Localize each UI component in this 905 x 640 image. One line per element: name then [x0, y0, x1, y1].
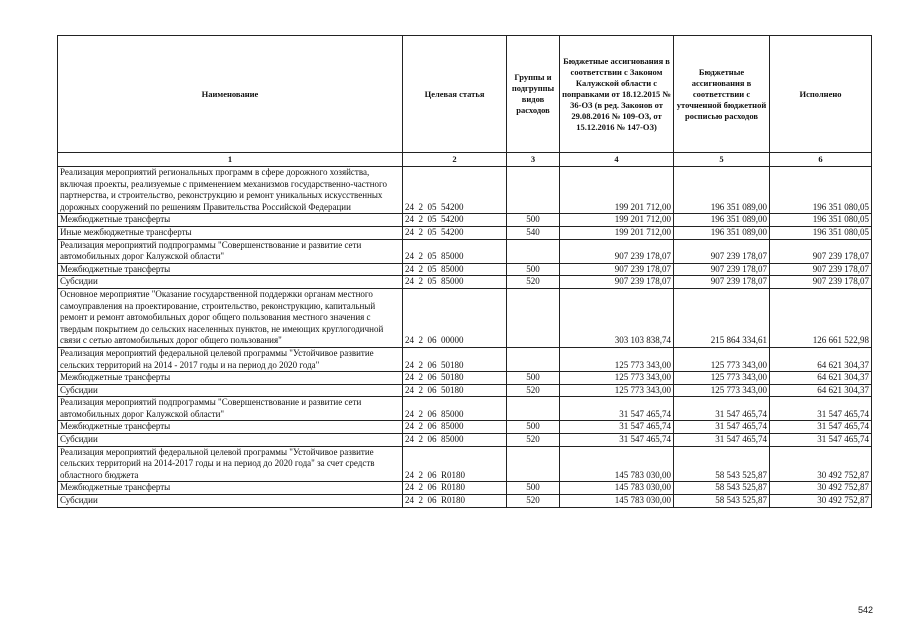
- row-name: Иные межбюджетные трансферты: [58, 226, 403, 239]
- row-name: Субсидии: [58, 495, 403, 508]
- row-refined-amount: 125 773 343,00: [674, 384, 770, 397]
- header-target: Целевая статья: [403, 36, 507, 153]
- header-row: [58, 36, 872, 153]
- row-name: Субсидии: [58, 276, 403, 289]
- table-row: [58, 495, 872, 508]
- row-law-amount: 303 103 838,74: [560, 288, 674, 347]
- row-executed-amount: 64 621 304,37: [770, 384, 872, 397]
- row-group-code: 500: [507, 372, 560, 385]
- header-name: Наименование: [58, 36, 403, 153]
- header-executed: Исполнено: [770, 36, 872, 153]
- row-refined-amount: 125 773 343,00: [674, 347, 770, 371]
- row-name: Субсидии: [58, 384, 403, 397]
- row-law-amount: 199 201 712,00: [560, 214, 674, 227]
- row-name: Межбюджетные трансферты: [58, 214, 403, 227]
- header-groups: Группы и подгруппы видов расходов: [507, 36, 560, 153]
- row-group-code: 520: [507, 384, 560, 397]
- row-name: Реализация мероприятий региональных программ в сфере дорожного хозяйства, включая проекты, реализуемые с применением механизмов государственно-частного партнерства, и строительство, реконструкцию и ремонт уникальных искусственных дорожных сооружений по решениям Правительства Российской Федерации: [58, 167, 403, 214]
- row-name: Основное мероприятие "Оказание государственной поддержки органам местного самоуправления на проектирование, строительство, реконструкцию, капитальный ремонт и ремонт автомобильных дорог общего пользования местного значения с твердым покрытием до сельских населенных пунктов, не имеющих круглогодичной связи с сетью автомобильных дорог общего пользования": [58, 288, 403, 347]
- row-law-amount: 125 773 343,00: [560, 384, 674, 397]
- row-target-code: 24 2 06 85000: [403, 434, 507, 447]
- row-target-code: 24 2 06 R0180: [403, 446, 507, 482]
- table-row: [58, 446, 872, 482]
- row-target-code: 24 2 05 85000: [403, 263, 507, 276]
- table-row: [58, 214, 872, 227]
- table-row: [58, 372, 872, 385]
- row-refined-amount: 31 547 465,74: [674, 421, 770, 434]
- row-refined-amount: 31 547 465,74: [674, 434, 770, 447]
- row-law-amount: 31 547 465,74: [560, 421, 674, 434]
- table-row: [58, 226, 872, 239]
- table-row: [58, 397, 872, 421]
- row-group-code: [507, 397, 560, 421]
- row-law-amount: 145 783 030,00: [560, 482, 674, 495]
- row-name: Реализация мероприятий федеральной целевой программы "Устойчивое развитие сельских территорий на 2014 - 2017 годы и на период до 2020 года": [58, 347, 403, 371]
- table-row: [58, 347, 872, 371]
- column-number: 3: [507, 153, 560, 167]
- row-group-code: 500: [507, 482, 560, 495]
- row-refined-amount: 907 239 178,07: [674, 239, 770, 263]
- row-target-code: 24 2 05 85000: [403, 239, 507, 263]
- row-executed-amount: 126 661 522,98: [770, 288, 872, 347]
- column-number: 4: [560, 153, 674, 167]
- row-name: Реализация мероприятий подпрограммы "Совершенствование и развитие сети автомобильных дорог Калужской области": [58, 397, 403, 421]
- row-name: Межбюджетные трансферты: [58, 482, 403, 495]
- row-refined-amount: 907 239 178,07: [674, 276, 770, 289]
- row-executed-amount: 30 492 752,87: [770, 495, 872, 508]
- row-target-code: 24 2 06 R0180: [403, 495, 507, 508]
- table-row: [58, 434, 872, 447]
- column-number: 1: [58, 153, 403, 167]
- row-law-amount: 907 239 178,07: [560, 276, 674, 289]
- header-refined: Бюджетные ассигнования в соответствии с уточненной бюджетной росписью расходов: [674, 36, 770, 153]
- row-refined-amount: 125 773 343,00: [674, 372, 770, 385]
- row-refined-amount: 31 547 465,74: [674, 397, 770, 421]
- table-row: [58, 167, 872, 214]
- row-group-code: [507, 347, 560, 371]
- row-group-code: [507, 239, 560, 263]
- row-refined-amount: 58 543 525,87: [674, 495, 770, 508]
- row-group-code: 520: [507, 434, 560, 447]
- row-law-amount: 31 547 465,74: [560, 397, 674, 421]
- row-law-amount: 125 773 343,00: [560, 347, 674, 371]
- row-executed-amount: 31 547 465,74: [770, 434, 872, 447]
- row-executed-amount: 907 239 178,07: [770, 263, 872, 276]
- row-refined-amount: 907 239 178,07: [674, 263, 770, 276]
- row-refined-amount: 58 543 525,87: [674, 446, 770, 482]
- row-executed-amount: 907 239 178,07: [770, 239, 872, 263]
- row-refined-amount: 196 351 089,00: [674, 167, 770, 214]
- row-law-amount: 145 783 030,00: [560, 495, 674, 508]
- row-refined-amount: 215 864 334,61: [674, 288, 770, 347]
- row-executed-amount: 64 621 304,37: [770, 347, 872, 371]
- row-group-code: [507, 288, 560, 347]
- table-row: [58, 482, 872, 495]
- column-number: 2: [403, 153, 507, 167]
- table-row: [58, 288, 872, 347]
- row-group-code: [507, 167, 560, 214]
- row-refined-amount: 58 543 525,87: [674, 482, 770, 495]
- row-name: Межбюджетные трансферты: [58, 421, 403, 434]
- row-group-code: [507, 446, 560, 482]
- row-executed-amount: 30 492 752,87: [770, 446, 872, 482]
- row-name: Реализация мероприятий федеральной целевой программы "Устойчивое развитие сельских территорий на 2014-2017 годы и на период до 2020 года" за счет средств областного бюджета: [58, 446, 403, 482]
- row-refined-amount: 196 351 089,00: [674, 214, 770, 227]
- row-target-code: 24 2 05 54200: [403, 226, 507, 239]
- row-law-amount: 31 547 465,74: [560, 434, 674, 447]
- row-target-code: 24 2 05 85000: [403, 276, 507, 289]
- row-target-code: 24 2 06 R0180: [403, 482, 507, 495]
- row-name: Реализация мероприятий подпрограммы "Совершенствование и развитие сети автомобильных дорог Калужской области": [58, 239, 403, 263]
- row-executed-amount: 196 351 080,05: [770, 167, 872, 214]
- row-target-code: 24 2 06 00000: [403, 288, 507, 347]
- row-law-amount: 199 201 712,00: [560, 226, 674, 239]
- row-target-code: 24 2 06 85000: [403, 397, 507, 421]
- row-target-code: 24 2 06 50180: [403, 384, 507, 397]
- row-executed-amount: 31 547 465,74: [770, 397, 872, 421]
- row-target-code: 24 2 05 54200: [403, 214, 507, 227]
- row-executed-amount: 196 351 080,05: [770, 226, 872, 239]
- row-target-code: 24 2 06 85000: [403, 421, 507, 434]
- row-group-code: 540: [507, 226, 560, 239]
- row-group-code: 520: [507, 495, 560, 508]
- row-target-code: 24 2 06 50180: [403, 372, 507, 385]
- header-law: Бюджетные ассигнования в соответствии с Законом Калужской области с поправками от 18.12.2015 № 36-ОЗ (в ред. Законов от 29.08.2016 № 109-ОЗ, от 15.12.2016 № 147-ОЗ): [560, 36, 674, 153]
- row-name: Субсидии: [58, 434, 403, 447]
- row-law-amount: 125 773 343,00: [560, 372, 674, 385]
- row-executed-amount: 31 547 465,74: [770, 421, 872, 434]
- table-row: [58, 276, 872, 289]
- row-law-amount: 907 239 178,07: [560, 263, 674, 276]
- table-row: [58, 263, 872, 276]
- table-body: [58, 167, 872, 508]
- row-name: Межбюджетные трансферты: [58, 263, 403, 276]
- row-law-amount: 907 239 178,07: [560, 239, 674, 263]
- table-row: [58, 239, 872, 263]
- row-name: Межбюджетные трансферты: [58, 372, 403, 385]
- row-group-code: 520: [507, 276, 560, 289]
- table-row: [58, 384, 872, 397]
- row-refined-amount: 196 351 089,00: [674, 226, 770, 239]
- page-number: 542: [858, 605, 874, 615]
- row-law-amount: 145 783 030,00: [560, 446, 674, 482]
- row-target-code: 24 2 06 50180: [403, 347, 507, 371]
- row-executed-amount: 30 492 752,87: [770, 482, 872, 495]
- column-number: 6: [770, 153, 872, 167]
- budget-table: [57, 35, 872, 508]
- row-executed-amount: 907 239 178,07: [770, 276, 872, 289]
- row-group-code: 500: [507, 263, 560, 276]
- row-target-code: 24 2 05 54200: [403, 167, 507, 214]
- row-executed-amount: 64 621 304,37: [770, 372, 872, 385]
- table-row: [58, 421, 872, 434]
- row-group-code: 500: [507, 214, 560, 227]
- column-number-row: [58, 153, 872, 167]
- row-group-code: 500: [507, 421, 560, 434]
- row-law-amount: 199 201 712,00: [560, 167, 674, 214]
- row-executed-amount: 196 351 080,05: [770, 214, 872, 227]
- column-number: 5: [674, 153, 770, 167]
